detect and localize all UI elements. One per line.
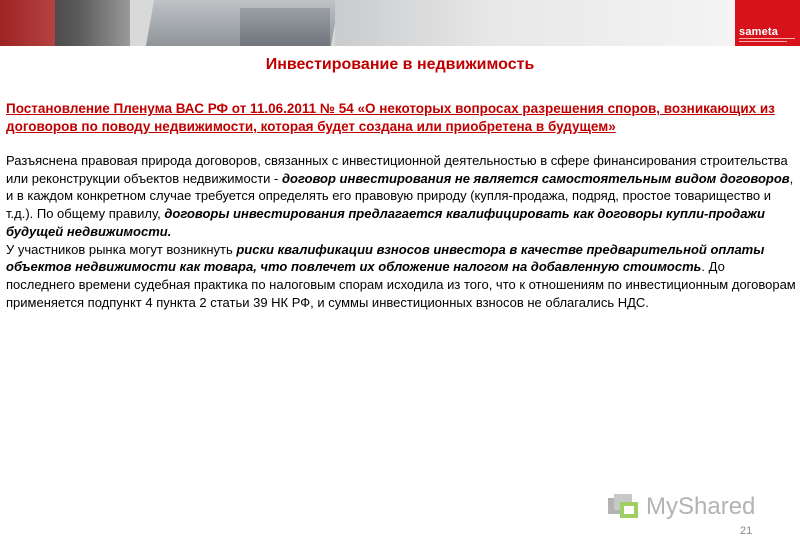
emphasis-run: риски квалификации взносов инвестора в качестве предварительной оплаты объектов недвижимости как товара, что повлечет их обложение налогом на добавленную стоимость: [6, 241, 765, 275]
banner-photo-background: [335, 0, 735, 46]
text-run: , и в каждом конкретном случае требуется определять его правовую природу (купля-продажа, подряд, простое товарищество и т.д.). По общему правилу,: [6, 170, 794, 222]
banner-photo-city: [240, 8, 330, 46]
logo-text: sameta: [739, 26, 779, 38]
watermark: [606, 490, 766, 526]
text-run: У участников рынка могут возникнуть: [6, 241, 237, 257]
header-banner: [0, 0, 800, 46]
emphasis-run: договоры инвестирования предлагается квалифицировать как договоры купли-продажи будущей недвижимости.: [6, 206, 765, 239]
myshared-logo-icon: [606, 492, 642, 522]
logo-tagline-line: [739, 41, 787, 42]
decree-heading: Постановление Пленума ВАС РФ от 11.06.2011 № 54 «О некоторых вопросах разрешения споров, возникающих из договоров по поводу недвижимости, которая будет создана или приобретена в будущем»: [6, 101, 775, 134]
banner-photo-accent: [0, 0, 55, 46]
text-run: . До последнего времени судебная практика по налоговым спорам исходила из того, что к отношениям по инвестиционным договорам применяется подпункт 4 пункта 2 статьи 39 НК РФ, и суммы инвестиционных взносов не облагались НДС.: [6, 259, 796, 310]
body-paragraph: [6, 152, 796, 311]
page-number: 21: [740, 525, 753, 537]
watermark-text: MyShared: [646, 493, 756, 520]
company-logo: [735, 0, 800, 46]
page-title: Инвестирование в недвижимость: [265, 56, 535, 73]
text-run: Разъяснена правовая природа договоров, связанных с инвестиционной деятельностью в сфере финансирования строительства или реконструкции объектов недвижимости -: [6, 153, 788, 186]
logo-tagline-line: [739, 38, 795, 39]
emphasis-run: договор инвестирования не является самостоятельным видом договоров: [282, 170, 790, 186]
